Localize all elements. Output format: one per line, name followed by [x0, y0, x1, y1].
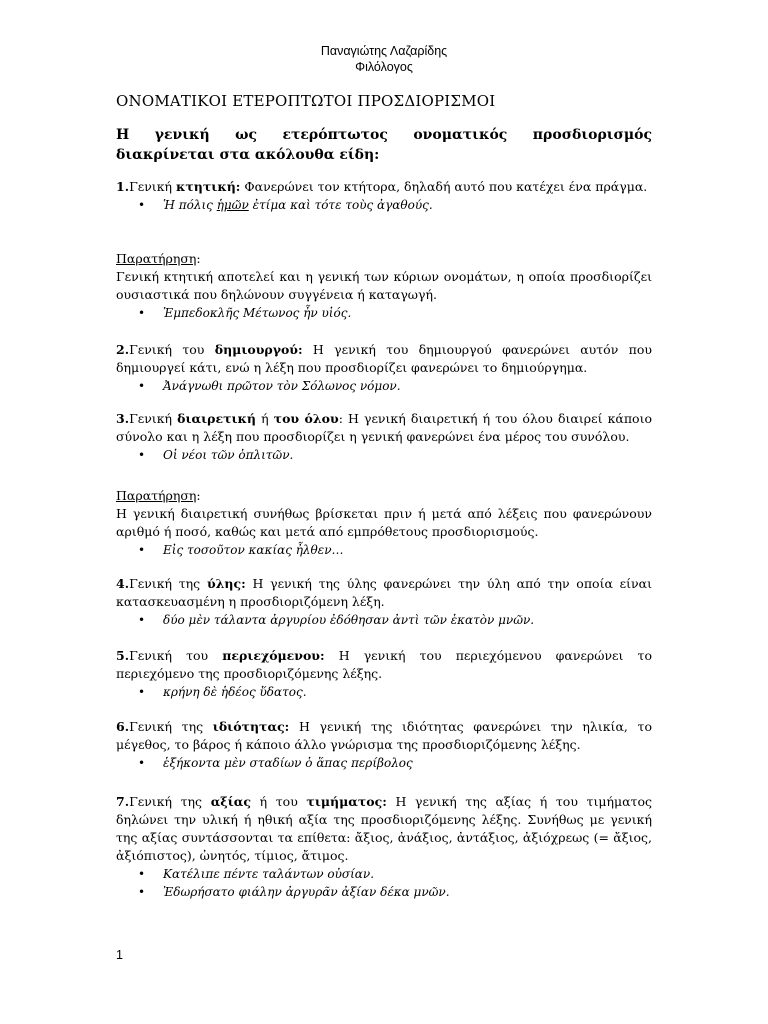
example-list: [116, 865, 652, 901]
term-axias: αξίας: [210, 794, 251, 809]
note-1-body: Γενική κτητική αποτελεί και η γενική των κύριων ονομάτων, η οποία προσδιορίζει ουσιαστικά που δηλώνουν συγγένεια ή καταγωγή.: [116, 269, 652, 302]
term-diairetiki: διαιρετική: [177, 411, 256, 426]
author-name: Παναγιώτης Λαζαρίδης: [320, 44, 448, 58]
term-timimatos: τιμήματος:: [306, 794, 387, 809]
page-number: 1: [116, 948, 123, 962]
note-2-body: Η γενική διαιρετική συνήθως βρίσκεται πριν ή μετά από λέξεις που φανερώνουν αριθμό ή ποσό, καθώς και μετά από εμπρόθετους προσδιορισμούς.: [116, 506, 652, 539]
term-ktitiki: κτητική:: [176, 179, 241, 194]
section-2: 2.Γενική του δημιουργού: Η γενική του δημιουργού φανερώνει αυτόν που δημιουργεί κάτι, ενώ η λέξη που προσδιορίζει φανερώνει το δημιούργημα. • Ἀνάγνωθι πρῶτον τὸν Σόλωνος νόμον.: [116, 341, 652, 395]
term-tou-olou: του όλου: [273, 411, 339, 426]
example-item: • Οἱ νέοι τῶν ὁπλιτῶν.: [116, 446, 652, 464]
section-3: 3.Γενική διαιρετική ή του όλου: Η γενική διαιρετική ή του όλου διαιρεί κάποιο σύνολο και η λέξη που προσδιορίζει η γενική φανερώνει ένα μέρος του συνόλου. • Οἱ νέοι τῶν ὁπλιτῶν.: [116, 410, 652, 464]
term-idiotitas: ιδιότητας:: [212, 719, 290, 734]
intro-paragraph: Η γενική ως ετερόπτωτος ονοματικός προσδιορισμός διακρίνεται στα ακόλουθα είδη:: [116, 127, 652, 163]
note-2: Παρατήρηση: Η γενική διαιρετική συνήθως βρίσκεται πριν ή μετά από λέξεις που φανερώνουν αριθμό ή ποσό, καθώς και μετά από εμπρόθετους προσδιορισμούς. • Εἰς τοσοῦτον κακίας ἦλθεν…: [116, 487, 652, 559]
example-list: [116, 304, 652, 322]
section-1: [116, 178, 652, 214]
section-5: 5.Γενική του περιεχόμενου: Η γενική του περιεχόμενου φανερώνει το περιεχόμενο της προσδιοριζόμενης λέξης. • κρήνη δὲ ἡδέος ὕδατος.: [116, 647, 652, 701]
example-item: • Ἀνάγνωθι πρῶτον τὸν Σόλωνος νόμον.: [116, 377, 652, 395]
author-role: Φιλόλογος: [355, 60, 413, 74]
example-list: [116, 541, 652, 559]
document-title: ΟΝΟΜΑΤΙΚΟΙ ΕΤΕΡΟΠΤΩΤΟΙ ΠΡΟΣΔΙΟΡΙΣΜΟΙ: [116, 92, 496, 110]
example-list: [116, 683, 652, 701]
note-label: Παρατήρηση: [116, 488, 197, 503]
example-list: [116, 611, 652, 629]
example-list: [116, 196, 652, 214]
example-item: • ἑξήκοντα μὲν σταδίων ὁ ἅπας περίβολος: [116, 754, 652, 772]
example-list: [116, 377, 652, 395]
section-1-body: 1.Γενική κτητική: Φανερώνει τον κτήτορα, δηλαδή αυτό που κατέχει ένα πράγμα.: [116, 179, 648, 194]
example-item: • Εἰς τοσοῦτον κακίας ἦλθεν…: [116, 541, 652, 559]
example-list: [116, 446, 652, 464]
example-list: [116, 754, 652, 772]
term-periexomenou: περιεχόμενου:: [222, 648, 325, 663]
note-label: Παρατήρηση: [116, 251, 197, 266]
section-7: 7.Γενική της αξίας ή του τιμήματος: Η γενική της αξίας ή του τιμήματος δηλώνει την υλική ή ηθική αξία της προσδιοριζόμενης λέξης. Συνήθως με γενική της αξίας συντάσσονται τα επίθετα: ἄξιος, ἀνάξιος, ἀντάξιος, ἀξιόχρεως (= ἄξιος, ἀξιόπιστος), ὠνητός, τίμιος, ἄτιμος. • Κατέλιπε πέντε ταλάντων οὐσίαν. • Ἐδωρήσατο φιάλην ἀργυρᾶν ἀξίαν δέκα μνῶν.: [116, 793, 652, 901]
term-ylis: ύλης:: [206, 576, 246, 591]
example-item: • Ἡ πόλις ἡμῶν ἐτίμα καὶ τότε τοὺς ἀγαθούς.: [116, 196, 652, 214]
note-1: Παρατήρηση: Γενική κτητική αποτελεί και η γενική των κύριων ονομάτων, η οποία προσδιορίζει ουσιαστικά που δηλώνουν συγγένεια ή καταγωγή. • Ἐμπεδοκλῆς Μέτωνος ἦν υἱός.: [116, 250, 652, 322]
example-item: • Ἐδωρήσατο φιάλην ἀργυρᾶν ἀξίαν δέκα μνῶν.: [116, 883, 652, 901]
term-dimiourgou: δημιουργού:: [214, 342, 303, 357]
example-item: • Κατέλιπε πέντε ταλάντων οὐσίαν.: [116, 865, 652, 883]
section-6: 6.Γενική της ιδιότητας: Η γενική της ιδιότητας φανερώνει την ηλικία, το μέγεθος, το βάρος ή κάποιο άλλο γνώρισμα της προσδιοριζόμενης λέξης. • ἑξήκοντα μὲν σταδίων ὁ ἅπας περίβολος: [116, 718, 652, 772]
example-item: • δύο μὲν τάλαντα ἀργυρίου ἐδόθησαν ἀντὶ τῶν ἑκατὸν μνῶν.: [116, 611, 652, 629]
section-4: 4.Γενική της ύλης: Η γενική της ύλης φανερώνει την ύλη από την οποία είναι κατασκευασμένη η προσδιοριζόμενη λέξη. • δύο μὲν τάλαντα ἀργυρίου ἐδόθησαν ἀντὶ τῶν ἑκατὸν μνῶν.: [116, 575, 652, 629]
example-item: • κρήνη δὲ ἡδέος ὕδατος.: [116, 683, 652, 701]
example-item: • Ἐμπεδοκλῆς Μέτωνος ἦν υἱός.: [116, 304, 652, 322]
